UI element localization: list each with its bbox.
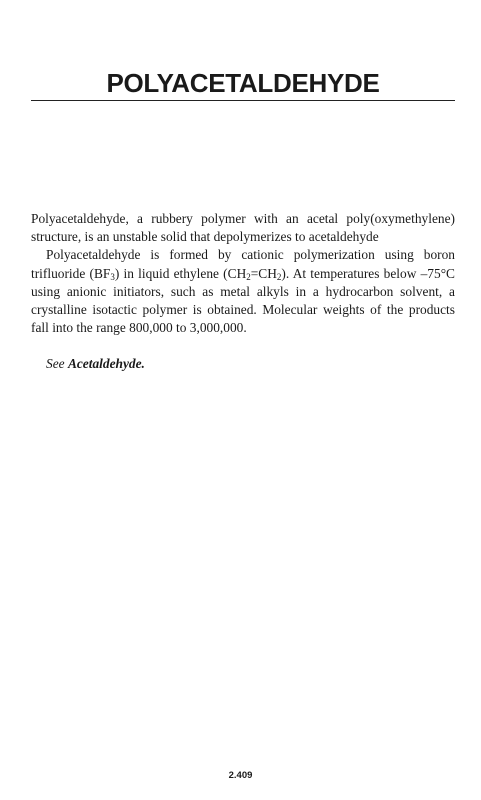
see-also-prefix: See bbox=[46, 356, 68, 372]
paragraph-1: Polyacetaldehyde, a rubbery polymer with an acetal poly(oxymethylene) structure, is an unstable solid that depolymerizes to acetaldehyde bbox=[31, 211, 455, 245]
subscript-bf3: 3 bbox=[110, 271, 115, 282]
see-also-reference: Acetaldehyde. bbox=[67, 356, 145, 372]
paragraph-2-text-1: Polyacetaldehyde is formed by cationic polymerization using boron trifluoride (BF bbox=[31, 247, 455, 281]
subscript-ch2-second: 2 bbox=[276, 271, 282, 282]
paragraph-2 bbox=[31, 246, 455, 337]
see-also bbox=[31, 355, 455, 373]
subscript-ch2-first: 2 bbox=[246, 271, 251, 282]
entry-title: POLYACETALDEHYDE bbox=[106, 68, 380, 98]
entry-body bbox=[31, 210, 455, 374]
paragraph-2-text-3: =CH bbox=[250, 265, 277, 281]
paragraph-2-text-2: ) in liquid ethylene (CH bbox=[114, 265, 247, 281]
paragraph-2-text-4: ). At temperatures below –75°C using anionic initiators, such as metal alkyls in a hydrocarbon solvent, a crystalline isotactic polymer is obtained. Molecular weights of the products fall into the range 800,000 to 3,000,000. bbox=[31, 265, 455, 336]
title-rule bbox=[31, 100, 455, 101]
page-number: 2.409 bbox=[228, 770, 253, 781]
